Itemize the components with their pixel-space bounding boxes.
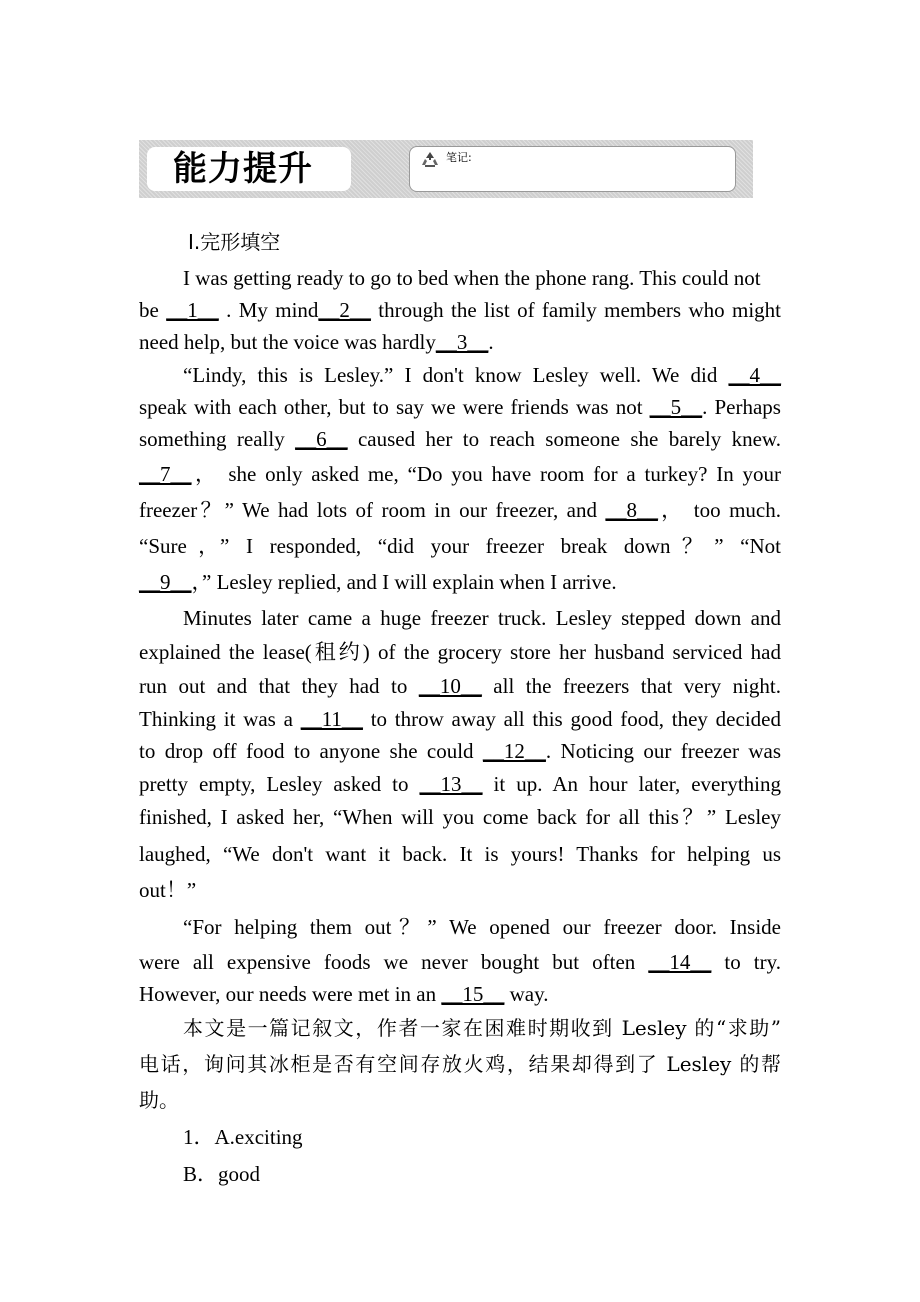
passage-line: __7__， she only asked me, “Do you have room for a turkey? In your [139, 462, 781, 486]
passage-line: were all expensive foods we never bought but often __14__ to try. [139, 950, 781, 974]
blank-11: __11__ [300, 707, 363, 731]
notes-label: 笔记: [446, 151, 472, 164]
blank-5: __5__ [649, 395, 703, 419]
blank-14: __14__ [648, 950, 712, 974]
banner-title: 能力提升 [173, 149, 313, 189]
passage-line: finished, I asked her, “When will you come back for all this？” Lesley [139, 805, 781, 829]
passage-line: run out and that they had to __10__ all the freezers that very night. [139, 674, 781, 698]
passage-line: Minutes later came a huge freezer truck. Lesley stepped down and [183, 606, 781, 630]
blank-4: __4__ [728, 363, 781, 387]
passage-line: However, our needs were met in an __15__ way. [139, 982, 549, 1006]
section-heading: Ⅰ.完形填空 [188, 230, 281, 254]
blank-10: __10__ [418, 674, 482, 698]
summary-line: 助。 [139, 1088, 179, 1112]
passage-line: “Sure，” I responded, “did your freezer break down？” “Not [139, 534, 781, 558]
passage-line: freezer？” We had lots of room in our freezer, and __8__， too much. [139, 498, 781, 522]
blank-9: __9__ [139, 570, 192, 594]
passage-line: Thinking it was a __11__ to throw away all this good food, they decided [139, 707, 781, 731]
summary-line: 本文是一篇记叙文，作者一家在困难时期收到 Lesley 的“求助” [183, 1016, 781, 1040]
passage-line: “For helping them out？” We opened our freezer door. Inside [183, 915, 781, 939]
blank-8: __8__ [605, 498, 658, 522]
summary-line: 电话，询问其冰柜是否有空间存放火鸡，结果却得到了 Lesley 的帮 [139, 1052, 781, 1076]
recycle-icon [420, 151, 440, 167]
blank-15: __15__ [441, 982, 505, 1006]
banner-title-box [147, 147, 351, 191]
passage-line: speak with each other, but to say we were friends was not __5__. Perhaps [139, 395, 781, 419]
passage-line: need help, but the voice was hardly__3__. [139, 330, 494, 354]
section-banner [139, 140, 753, 198]
passage-line: I was getting ready to go to bed when the phone rang. This could not [183, 266, 761, 290]
passage-line: out！” [139, 878, 197, 902]
passage-line: “Lindy, this is Lesley.” I don't know Lesley well. We did __4__ [183, 363, 781, 387]
blank-7: __7__ [139, 462, 192, 486]
passage-line: __9__，” Lesley replied, and I will explain when I arrive. [139, 570, 617, 594]
passage-line: laughed, “We don't want it back. It is yours! Thanks for helping us [139, 842, 781, 866]
option-1a: 1．A.exciting [183, 1125, 303, 1149]
passage-line: explained the lease(租约) of the grocery store her husband serviced had [139, 640, 781, 664]
blank-13: __13__ [419, 772, 483, 796]
passage-line: pretty empty, Lesley asked to __13__ it up. An hour later, everything [139, 772, 782, 796]
blank-6: __6__ [295, 427, 348, 451]
passage-line: be __1__ . My mind__2__ through the list of family members who might [139, 298, 782, 322]
passage-line: something really __6__ caused her to reach someone she barely knew. [139, 427, 781, 451]
blank-12: __12__ [482, 739, 546, 763]
blank-2: __2__ [318, 298, 371, 322]
notes-box [409, 146, 736, 192]
option-1b: B．good [183, 1162, 261, 1186]
passage-line: to drop off food to anyone she could __12__. Noticing our freezer was [139, 739, 782, 763]
blank-1: __1__ [166, 298, 219, 322]
blank-3: __3__ [435, 330, 489, 354]
